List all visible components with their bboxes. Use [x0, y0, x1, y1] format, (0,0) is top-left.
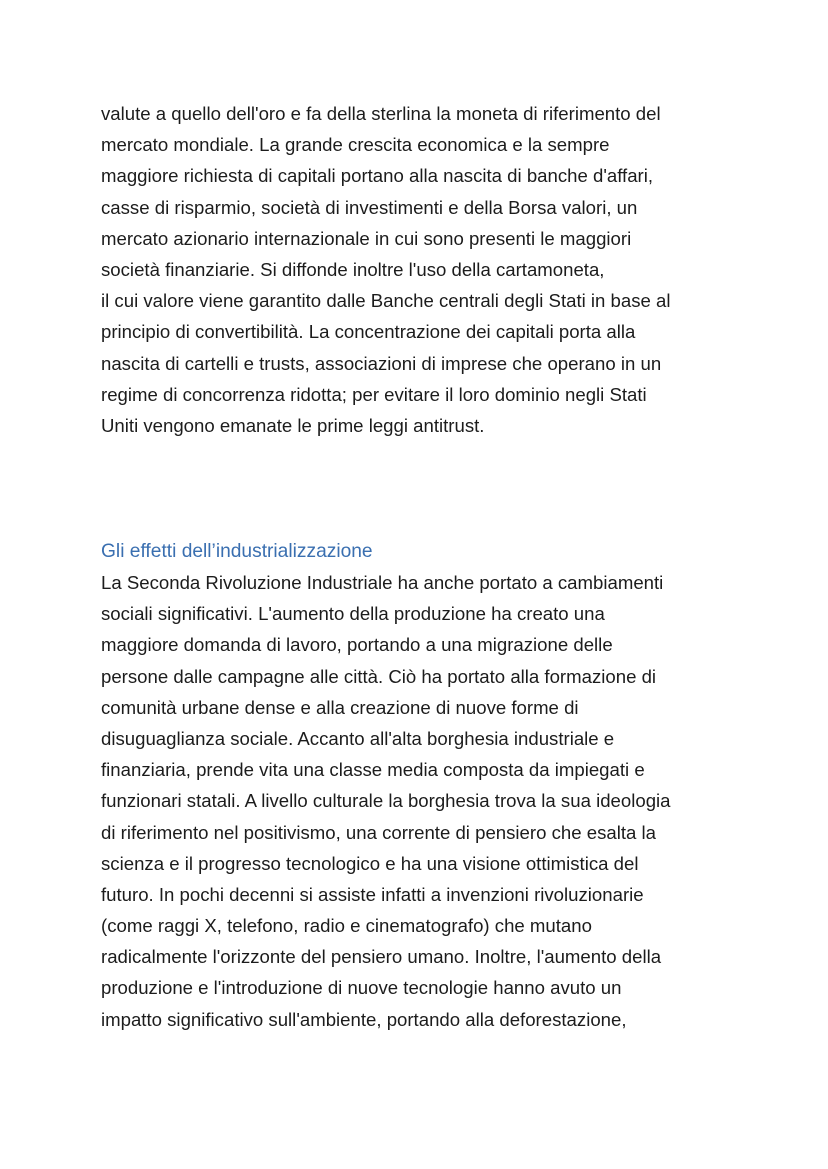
text-line: comunità urbane dense e alla creazione di nuove forme di [101, 696, 579, 718]
text-line: scienza e il progresso tecnologico e ha una visione ottimistica del [101, 852, 639, 874]
text-line: principio di convertibilità. La concentrazione dei capitali porta alla [101, 321, 636, 343]
text-line: radicalmente l'orizzonte del pensiero umano. Inoltre, l'aumento della [101, 946, 662, 968]
text-line: società finanziarie. Si diffonde inoltre l'uso della cartamoneta, [101, 258, 605, 280]
section-heading: Gli effetti dell’industrializzazione [101, 541, 373, 562]
text-line: La Seconda Rivoluzione Industriale ha anche portato a cambiamenti [101, 572, 664, 593]
text-line: disuguaglianza sociale. Accanto all'alta borghesia industriale e [101, 727, 615, 749]
text-line: mercato mondiale. La grande crescita economica e la sempre [101, 134, 610, 156]
text-line: mercato azionario internazionale in cui sono presenti le maggiori [101, 227, 632, 249]
text-line: valute a quello dell'oro e fa della sterlina la moneta di riferimento del [101, 103, 661, 124]
text-line: funzionari statali. A livello culturale la borghesia trova la sua ideologia [101, 790, 671, 812]
text-line: impatto significativo sull'ambiente, portando alla deforestazione, [101, 1008, 627, 1030]
text-line: maggiore domanda di lavoro, portando a una migrazione delle [101, 634, 613, 656]
text-line: di riferimento nel positivismo, una corrente di pensiero che esalta la [101, 821, 656, 843]
text-line: regime di concorrenza ridotta; per evitare il loro dominio negli Stati [101, 383, 647, 405]
text-line: nascita di cartelli e trusts, associazioni di imprese che operano in un [101, 352, 662, 374]
text-line: sociali significativi. L'aumento della produzione ha creato una [101, 603, 605, 625]
text-line: Uniti vengono emanate le prime leggi antitrust. [101, 414, 485, 436]
text-line: produzione e l'introduzione di nuove tecnologie hanno avuto un [101, 977, 622, 999]
text-line: finanziaria, prende vita una classe media composta da impiegati e [101, 759, 645, 781]
text-line: (come raggi X, telefono, radio e cinematografo) che mutano [101, 915, 592, 937]
text-line: maggiore richiesta di capitali portano alla nascita di banche d'affari, [101, 165, 654, 187]
paragraph-economy [101, 98, 741, 441]
text-line: futuro. In pochi decenni si assiste infatti a invenzioni rivoluzionarie [101, 883, 644, 905]
text-line: persone dalle campagne alle città. Ciò ha portato alla formazione di [101, 665, 657, 687]
text-line: casse di risparmio, società di investimenti e della Borsa valori, un [101, 196, 638, 218]
paragraph-effects [101, 567, 741, 1035]
text-line: il cui valore viene garantito dalle Banche centrali degli Stati in base al [101, 290, 671, 312]
